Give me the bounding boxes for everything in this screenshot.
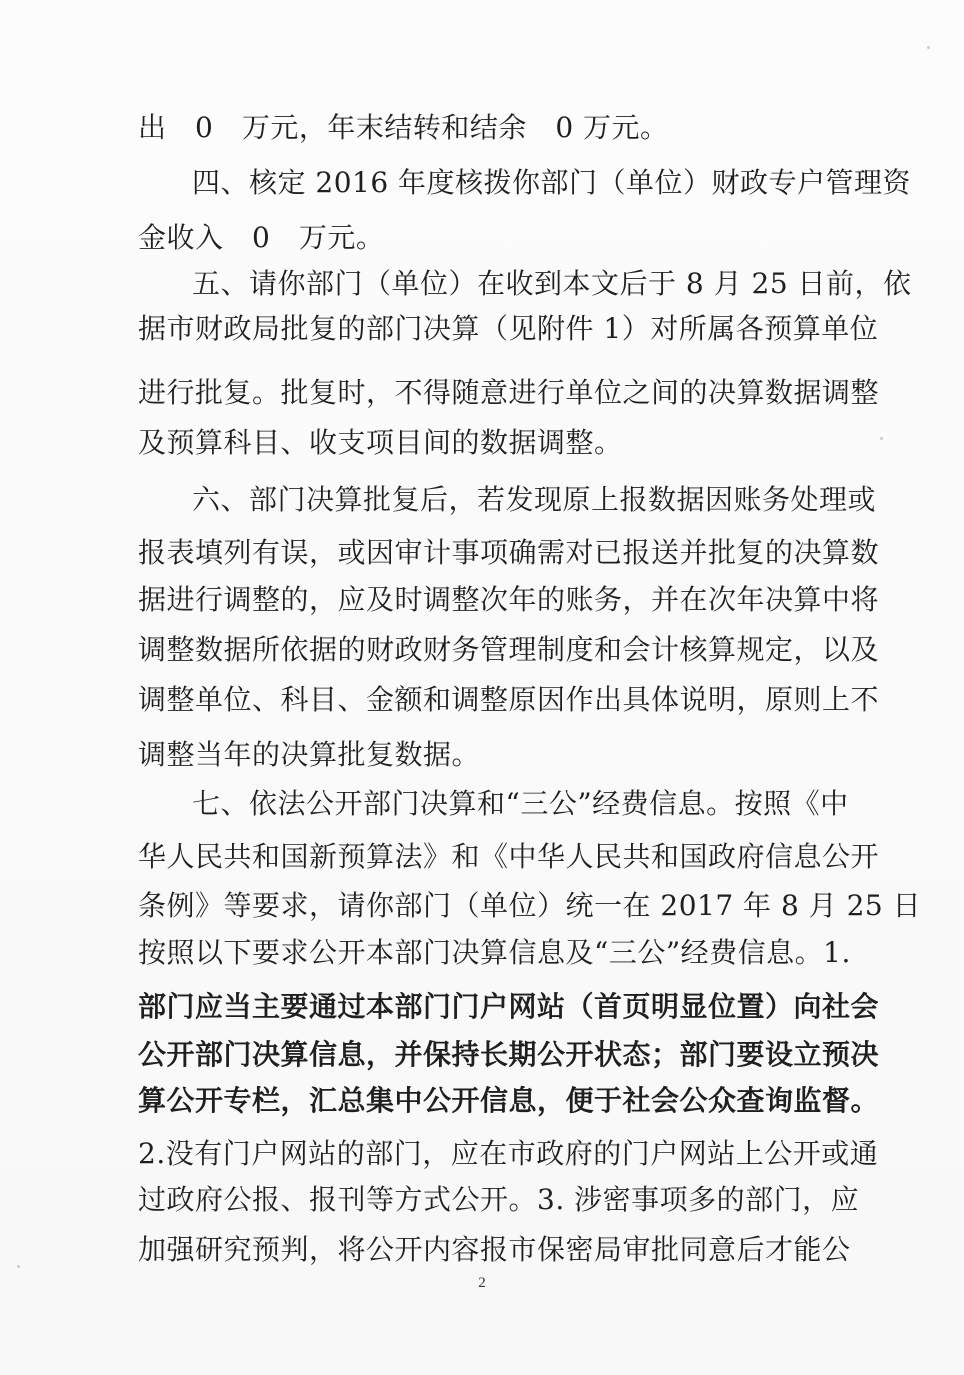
text-line-15: 华人民共和国新预算法》和《中华人民共和国政府信息公开 [138,840,880,873]
page-number: 2 [478,1275,486,1291]
text-line-20: 算公开专栏，汇总集中公开信息，便于社会公众查询监督。 [138,1084,880,1117]
text-line-22: 过政府公报、报刊等方式公开。3. 涉密事项多的部门，应 [138,1183,860,1216]
text-line-3: 金收入 0 万元。 [138,221,385,254]
text-line-2: 四、核定 2016 年度核拨你部门（单位）财政专户管理资 [192,166,912,199]
text-line-18: 部门应当主要通过本部门门户网站（首页明显位置）向社会 [138,990,880,1023]
text-line-21: 2.没有门户网站的部门，应在市政府的门户网站上公开或通 [138,1137,879,1170]
text-line-8: 六、部门决算批复后，若发现原上报数据因账务处理或 [192,483,877,516]
text-line-19: 公开部门决算信息，并保持长期公开状态；部门要设立预决 [138,1038,880,1071]
text-line-23: 加强研究预判，将公开内容报市保密局审批同意后才能公 [138,1233,851,1266]
text-line-14: 七、依法公开部门决算和“三公”经费信息。按照《中 [192,787,849,820]
scan-speck [880,437,883,440]
scan-speck [927,46,930,49]
text-line-9: 报表填列有误，或因审计事项确需对已报送并批复的决算数 [138,536,880,569]
text-line-7: 及预算科目、收支项目间的数据调整。 [138,426,623,459]
text-line-10: 据进行调整的，应及时调整次年的账务，并在次年决算中将 [138,583,880,616]
scan-speck [17,1265,20,1268]
text-line-6: 进行批复。批复时，不得随意进行单位之间的决算数据调整 [138,376,880,409]
text-line-5: 据市财政局批复的部门决算（见附件 1）对所属各预算单位 [138,312,879,345]
text-line-13: 调整当年的决算批复数据。 [138,738,481,771]
text-line-12: 调整单位、科目、金额和调整原因作出具体说明，原则上不 [138,683,880,716]
text-line-11: 调整数据所依据的财政财务管理制度和会计核算规定，以及 [138,633,880,666]
text-line-4: 五、请你部门（单位）在收到本文后于 8 月 25 日前，依 [192,267,912,300]
text-line-1: 出 0 万元，年末结转和结余 0 万元。 [138,111,669,144]
text-line-16: 条例》等要求，请你部门（单位）统一在 2017 年 8 月 25 日 [138,889,922,922]
text-line-17: 按照以下要求公开本部门决算信息及“三公”经费信息。1. [138,936,851,969]
